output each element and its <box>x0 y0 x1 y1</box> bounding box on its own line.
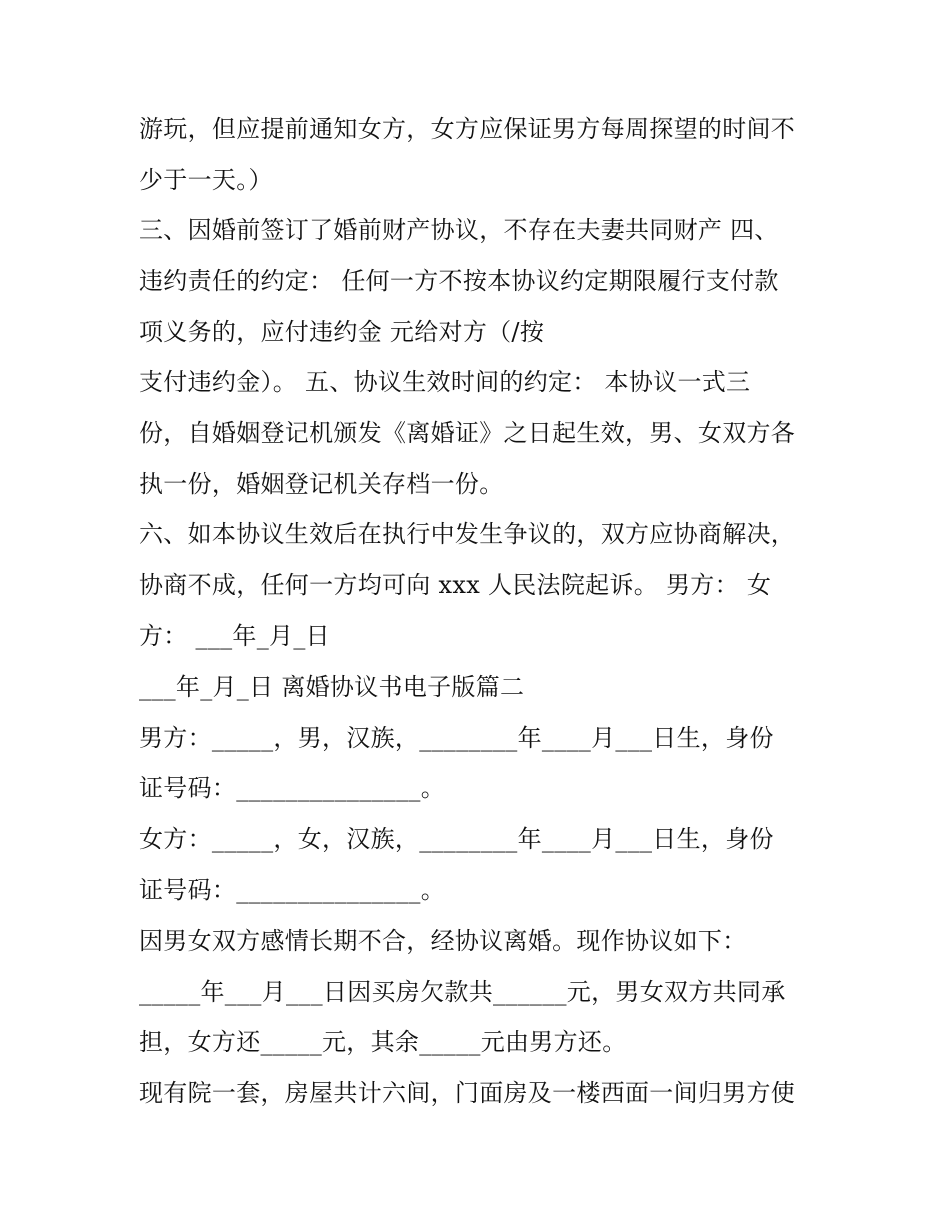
text-line: 方： ___年_月_日 <box>139 622 330 650</box>
text-line: 游玩，但应提前通知女方，女方应保证男方每周探望的时间不 <box>139 115 796 143</box>
text-line: 协商不成，任何一方均可向 xxx 人民法院起诉。 男方： 女 <box>139 571 772 599</box>
text-line: 执一份，婚姻登记机关存档一份。 <box>139 470 504 498</box>
text-line: 现有院一套，房屋共计六间，门面房及一楼西面一间归男方使 <box>139 1079 796 1107</box>
text-line: 项义务的，应付违约金 元给对方（/按 <box>139 318 545 346</box>
text-line: 六、如本协议生效后在执行中发生争议的，双方应协商解决， <box>139 520 796 548</box>
text-line: _____年___月___日因买房欠款共______元，男女双方共同承 <box>139 978 786 1006</box>
text-line: 男方：_____，男，汉族，________年____月___日生，身份 <box>139 724 774 752</box>
text-line: 女方：_____，女，汉族，________年____月___日生，身份 <box>139 825 774 853</box>
text-line: 证号码：_______________。 <box>139 774 445 802</box>
section-heading: ___年_月_日 离婚协议书电子版篇二 <box>139 673 525 701</box>
text-line: 担，女方还_____元，其余_____元由男方还。 <box>139 1028 627 1056</box>
text-line: 少于一天。） <box>139 166 273 194</box>
text-line: 证号码：_______________。 <box>139 876 445 904</box>
text-line: 违约责任的约定： 任何一方不按本协议约定期限履行支付款 <box>139 267 779 295</box>
text-line: 三、因婚前签订了婚前财产协议，不存在夫妻共同财产 四、 <box>139 216 779 244</box>
text-line: 因男女双方感情长期不合，经协议离婚。现作协议如下： <box>139 927 747 955</box>
text-line: 份，自婚姻登记机颁发《离婚证》之日起生效，男、女双方各 <box>139 419 796 447</box>
text-line: 支付违约金）。 五、协议生效时间的约定： 本协议一式三 <box>139 368 751 396</box>
